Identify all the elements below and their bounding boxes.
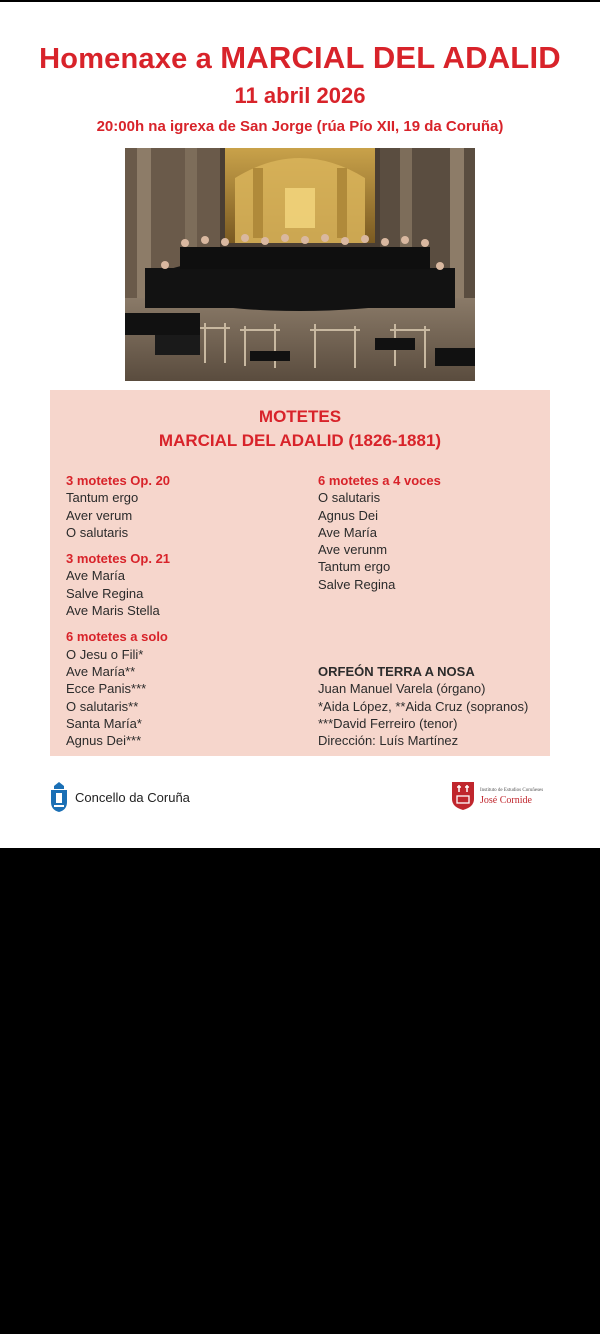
poster-title [0, 40, 600, 76]
program-left-column [66, 472, 306, 749]
performer-line: Dirección: Luís Martínez [318, 733, 459, 749]
group-title: 3 motetes Op. 20 [66, 473, 171, 488]
title-name: MARCIAL DEL ADALID [220, 40, 561, 75]
performer-line: *Aida López, **Aida Cruz (sopranos) [318, 698, 529, 714]
group-title: 3 motetes Op. 21 [66, 551, 171, 567]
piece-item: Salve Regina [66, 585, 144, 601]
piece-item: O salutaris [318, 490, 381, 506]
piece-item: Santa María* [66, 715, 142, 731]
piece-item: Agnus Dei [318, 507, 378, 523]
choir-photo-icon [125, 148, 475, 381]
performer-line: Juan Manuel Varela (órgano) [318, 681, 486, 697]
piece-item: Ave María [318, 524, 378, 540]
piece-item: Tantum ergo [66, 490, 139, 506]
instituto-small-text: Instituto de Estudios Coruñeses [480, 788, 544, 793]
program-right-column [318, 472, 548, 593]
piece-item: Ave Maris Stella [66, 603, 160, 619]
piece-item: Ave María** [66, 663, 136, 679]
coat-of-arms-icon [50, 782, 68, 812]
piece-item: Ave María [66, 568, 126, 584]
instituto-name: José Cornide [480, 795, 532, 806]
instituto-shield-icon [452, 782, 474, 810]
piece-item: O salutaris [66, 524, 129, 540]
performers-title: ORFEÓN TERRA A NOSA [318, 664, 475, 679]
event-date: 11 abril 2026 [234, 83, 366, 108]
program-heading: MOTETES [258, 407, 342, 426]
group-title: 6 motetes a solo [66, 629, 168, 645]
program-subheading: MARCIAL DEL ADALID (1826-1881) [158, 431, 442, 450]
instituto-logo [452, 782, 543, 810]
concello-logo [50, 782, 190, 812]
title-prefix: Homenaxe a [39, 43, 212, 75]
performers-block [318, 663, 548, 749]
concello-name: Concello da Coruña [75, 789, 190, 805]
piece-item: Salve Regina [318, 576, 396, 592]
piece-item: Aver verum [66, 507, 133, 523]
piece-item: Ecce Panis*** [66, 681, 147, 697]
event-venue: 20:00h na igrexa de San Jorge (rúa Pío XII, 19 da Coruña) [96, 118, 504, 135]
piece-item: Tantum ergo [318, 559, 391, 575]
group-title: 6 motetes a 4 voces [318, 473, 441, 488]
performer-line: ***David Ferreiro (tenor) [318, 715, 458, 731]
choir-photo [125, 148, 475, 381]
piece-item: Ave verunm [318, 542, 388, 558]
program-panel [50, 390, 550, 756]
piece-item: Agnus Dei*** [66, 733, 142, 749]
piece-item: O salutaris** [66, 698, 139, 714]
piece-item: O Jesu o Fili* [66, 646, 144, 662]
poster [0, 2, 600, 848]
